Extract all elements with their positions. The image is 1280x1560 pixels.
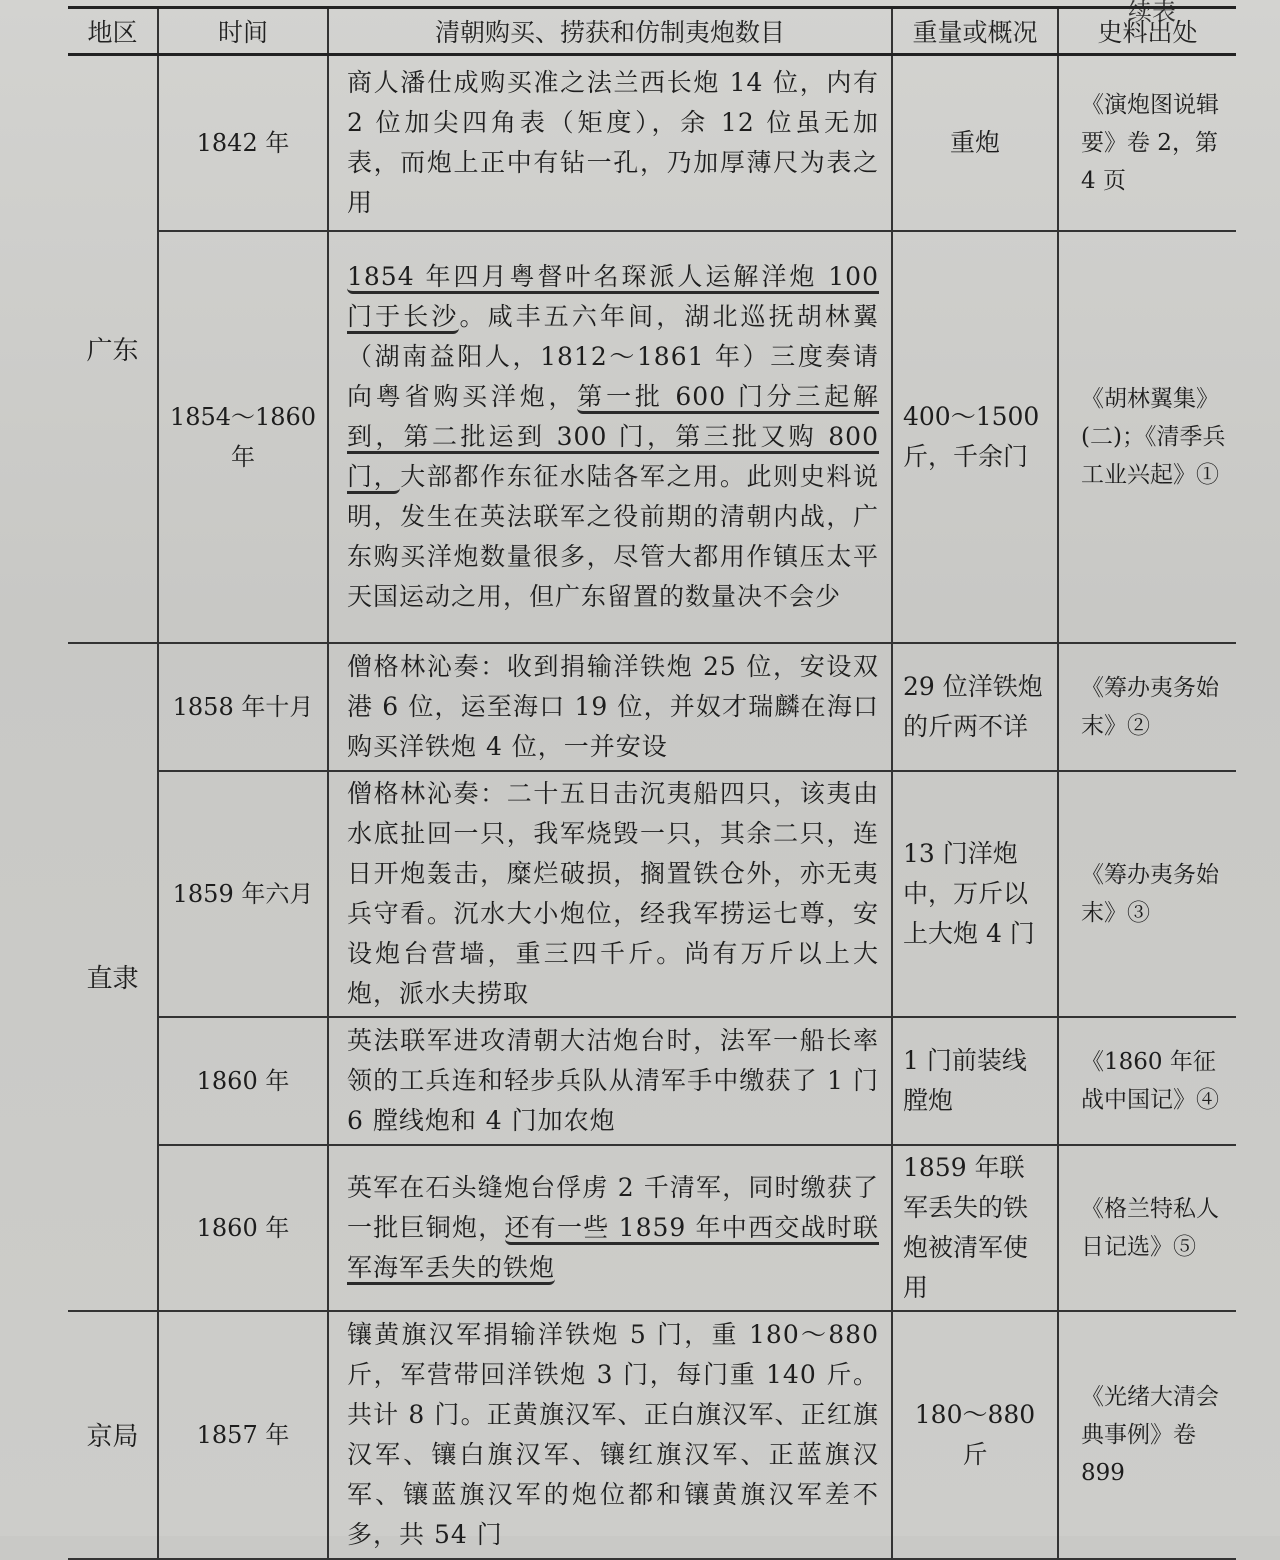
description-cell: 商人潘仕成购买准之法兰西长炮 14 位，内有 2 位加尖四角表（矩度），余 12 位虽无加表，而炮上正中有钻一孔，乃加厚薄尺为表之用 <box>328 55 892 231</box>
description-cell: 英法联军进攻清朝大沽炮台时，法军一船长率领的工兵连和轻步兵队从清军手中缴获了 1 门 6 膛线炮和 4 门加农炮 <box>328 1017 892 1145</box>
header-time: 时间 <box>158 8 328 55</box>
table-header-row <box>68 8 1236 55</box>
weight-cell: 1 门前装线膛炮 <box>892 1017 1058 1145</box>
header-weight: 重量或概况 <box>892 8 1058 55</box>
time-cell: 1860 年 <box>158 1145 328 1311</box>
time-cell: 1857 年 <box>158 1311 328 1559</box>
region-cell-guangdong: 广东 <box>68 55 158 643</box>
source-cell: 《1860 年征战中国记》④ <box>1058 1017 1236 1145</box>
cannon-procurement-table <box>68 6 1236 1560</box>
weight-cell: 13 门洋炮中，万斤以上大炮 4 门 <box>892 771 1058 1017</box>
description-text: 英军在石头缝炮台俘虏 2 千清军，同时缴获了一批巨铜炮， <box>347 1172 879 1242</box>
source-cell: 《演炮图说辑要》卷 2，第 4 页 <box>1058 55 1236 231</box>
weight-cell: 重炮 <box>892 55 1058 231</box>
continued-table-label: 续表 <box>1128 0 1176 26</box>
description-cell <box>328 1145 892 1311</box>
weight-cell: 400～1500 斤，千余门 <box>892 231 1058 643</box>
source-cell: 《筹办夷务始末》③ <box>1058 771 1236 1017</box>
time-cell: 1860 年 <box>158 1017 328 1145</box>
region-cell-jingju: 京局 <box>68 1311 158 1559</box>
description-cell: 僧格林沁奏：收到捐输洋铁炮 25 位，安设双港 6 位，运至海口 19 位，并奴才瑞麟在海口购买洋铁炮 4 位，一并安设 <box>328 643 892 771</box>
header-source: 史料出处 <box>1058 8 1236 55</box>
time-cell: 1859 年六月 <box>158 771 328 1017</box>
underlined-text: 还有一些 1859 年中西交战时联军海军丢失的铁炮 <box>347 1213 879 1285</box>
description-cell: 镶黄旗汉军捐输洋铁炮 5 门，重 180～880 斤，军营带回洋铁炮 3 门，每门重 140 斤。共计 8 门。正黄旗汉军、正白旗汉军、正红旗汉军、镶白旗汉军、镶红旗汉军、正蓝旗汉军、镶蓝旗汉军的炮位都和镶黄旗汉军差不多，共 54 门 <box>328 1311 892 1559</box>
time-cell: 1842 年 <box>158 55 328 231</box>
source-cell: 《筹办夷务始末》② <box>1058 643 1236 771</box>
weight-cell: 180～880 斤 <box>892 1311 1058 1559</box>
table-row <box>68 231 1236 643</box>
description-cell <box>328 231 892 643</box>
table-row <box>68 55 1236 231</box>
table-row <box>68 1145 1236 1311</box>
description-cell: 僧格林沁奏：二十五日击沉夷船四只，该夷由水底扯回一只，我军烧毁一只，其余二只，连日开炮轰击，糜烂破损，搁置铁仓外，亦无夷兵守看。沉水大小炮位，经我军捞运七尊，安设炮台营墙，重三四千斤。尚有万斤以上大炮，派水夫捞取 <box>328 771 892 1017</box>
weight-cell: 29 位洋铁炮的斤两不详 <box>892 643 1058 771</box>
header-region: 地区 <box>68 8 158 55</box>
underlined-text: 1854 年四月粤督叶名琛派人运解洋炮 100 门于长沙 <box>347 262 879 334</box>
header-description: 清朝购买、捞获和仿制夷炮数目 <box>328 8 892 55</box>
underlined-text: 第一批 600 门分三起解到，第二批运到 300 门，第三批又购 800 门， <box>347 382 879 494</box>
source-cell: 《光绪大清会典事例》卷 899 <box>1058 1311 1236 1559</box>
description-text: 大部都作东征水陆各军之用。此则史料说明，发生在英法联军之役前期的清朝内战，广东购买洋炮数量很多，尽管大都用作镇压太平天国运动之用，但广东留置的数量决不会少 <box>347 461 879 611</box>
time-cell: 1858 年十月 <box>158 643 328 771</box>
time-cell: 1854～1860 年 <box>158 231 328 643</box>
description-text: 。咸丰五六年间，湖北巡抚胡林翼（湖南益阳人，1812～1861 年）三度奏请向粤省购买洋炮， <box>347 301 879 411</box>
region-cell-zhili: 直隶 <box>68 643 158 1311</box>
table-row <box>68 771 1236 1017</box>
table-row <box>68 643 1236 771</box>
source-cell: 《胡林翼集》(二)；《清季兵工业兴起》① <box>1058 231 1236 643</box>
table-row <box>68 1017 1236 1145</box>
weight-cell: 1859 年联军丢失的铁炮被清军使用 <box>892 1145 1058 1311</box>
table-row <box>68 1311 1236 1559</box>
source-cell: 《格兰特私人日记选》⑤ <box>1058 1145 1236 1311</box>
